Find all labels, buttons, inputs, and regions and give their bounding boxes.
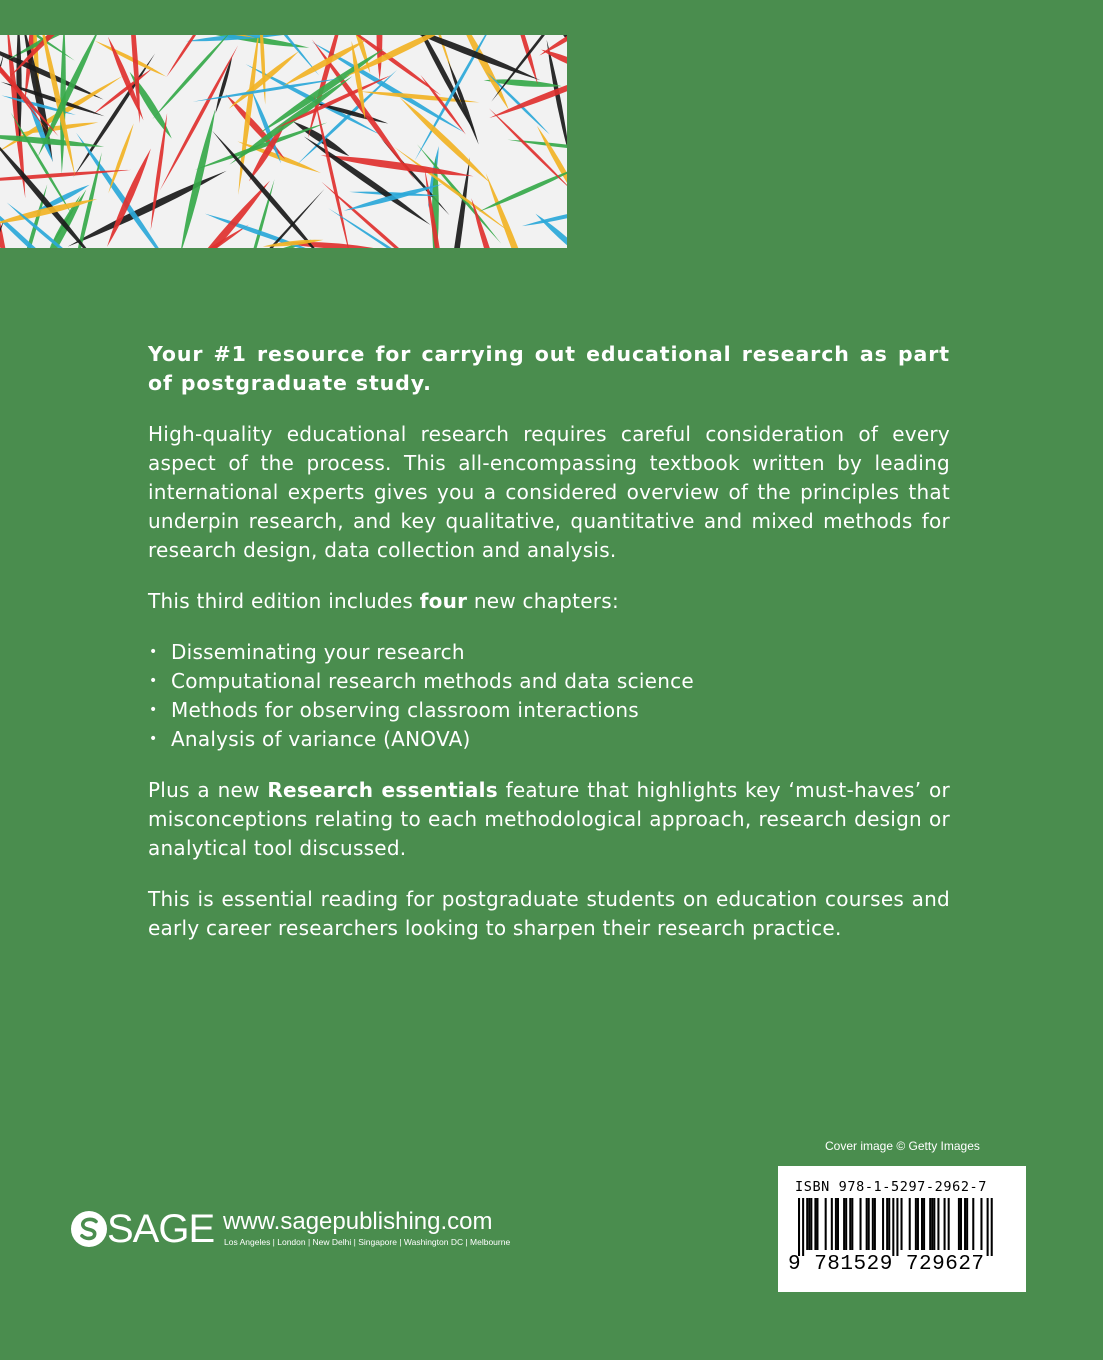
barcode-bar [874,1198,876,1250]
publisher-website[interactable]: www.sagepublishing.com [223,1208,493,1235]
feature-text-before: Plus a new [148,778,268,802]
abstract-crossing-ribbons-image [0,35,567,248]
barcode-bar [958,1198,960,1250]
barcode-bar [837,1198,839,1250]
barcode-bar [991,1198,993,1256]
barcode-bar [825,1198,827,1250]
ribbon-stroke [108,123,133,193]
isbn-barcode [778,1166,1026,1292]
barcode-bar [909,1198,911,1250]
barcode-bar [866,1198,868,1250]
ribbon-stroke [344,184,442,211]
barcode-bar [886,1198,888,1250]
feature-paragraph [148,776,950,863]
ribbon-stroke [151,113,168,230]
barcode-bar [980,1198,982,1250]
barcode-bar [849,1198,851,1250]
ribbon-stroke [394,147,513,234]
barcode-bar [816,1198,818,1250]
ribbon-stroke [304,136,431,225]
new-chapters-intro [148,587,950,616]
list-item: • Methods for observing classroom interactions [148,696,950,725]
barcode-bar [892,1198,894,1256]
barcode-bar [868,1198,870,1250]
intro-paragraph: High-quality educational research requires careful consideration of every aspect of the process. This all-encompassing textbook written by leading international experts gives you a considered overview of the principles that underpin research, and key qualitative, quantitative and mixed methods for research design, data collection and analysis. [148,422,950,562]
new-chapters-list [148,638,950,754]
barcode-bar [960,1198,962,1250]
cover-art-image [0,35,567,248]
ribbon-stroke [73,53,155,177]
ean-digits: 9 781529 729627 [788,1253,985,1276]
closing-paragraph: This is essential reading for postgraduate students on education courses and early career researchers looking to sharpen their research practice. [148,887,950,940]
list-item: • Disseminating your research [148,638,950,667]
barcode-bar [937,1198,939,1250]
barcode-bar [933,1198,935,1250]
barcode-bar [872,1198,874,1250]
barcode-bar [882,1198,884,1250]
feature-emphasis: Research essentials [267,778,498,802]
list-item: • Computational research methods and data science [148,667,950,696]
ribbon-stroke [260,35,266,105]
new-chapters-emphasis: four [419,589,468,613]
sage-wordmark: SAGE [107,1207,215,1251]
barcode-bar [860,1198,862,1250]
sage-s-circle-icon [70,1210,108,1248]
barcode-bar [835,1198,837,1250]
barcode-bar [921,1198,923,1250]
publisher-cities: Los Angeles | London | New Delhi | Singapore | Washington DC | Melbourne [224,1237,511,1247]
barcode-bar [923,1198,925,1250]
barcode-bar [966,1198,968,1250]
barcode-bar [810,1198,812,1250]
barcode-bar [964,1198,966,1250]
barcode-bar [802,1198,804,1256]
cover-image-credit: Cover image © Getty Images [825,1139,980,1153]
barcode-bar [806,1198,808,1250]
barcode-bar [915,1198,917,1250]
ribbon-stroke [471,198,507,248]
ribbon-stroke [130,35,140,123]
barcode-bar [901,1198,903,1250]
feature-text-after: feature that highlights key ‘must-haves’ or misconceptions relating to each methodological approach, research design or analytical tool discussed. [148,778,950,860]
lead-statement: Your #1 resource for carrying out educational research as part of postgraduate study. [148,342,950,395]
barcode-bar [896,1198,898,1256]
ribbon-stroke [0,135,104,147]
new-chapters-text-after: new chapters: [467,589,619,613]
barcode-bar [888,1198,890,1250]
barcode-bar [798,1198,800,1256]
barcode-bar [948,1198,950,1250]
barcode-bar [843,1198,845,1250]
ribbon-stroke [95,41,167,77]
barcode-bar [917,1198,919,1250]
barcode-bars-icon [792,1198,1012,1256]
list-item: • Analysis of variance (ANOVA) [148,725,950,754]
barcode-bar [808,1198,810,1250]
barcode-bar [814,1198,816,1250]
new-chapters-text-before: This third edition includes [148,589,420,613]
barcode-bar [929,1198,931,1250]
barcode-bar [944,1198,946,1250]
isbn-label: ISBN 978-1-5297-2962-7 [795,1179,988,1195]
barcode-bar [931,1198,933,1250]
barcode-bar [845,1198,847,1250]
back-cover-blurb [148,340,950,965]
barcode-bar [972,1198,974,1250]
ribbon-stroke [508,140,567,152]
sage-logo [70,1209,214,1249]
ribbon-stroke [166,35,211,77]
barcode-bar [987,1198,989,1256]
barcode-bar [831,1198,833,1250]
barcode-bar [851,1198,853,1250]
